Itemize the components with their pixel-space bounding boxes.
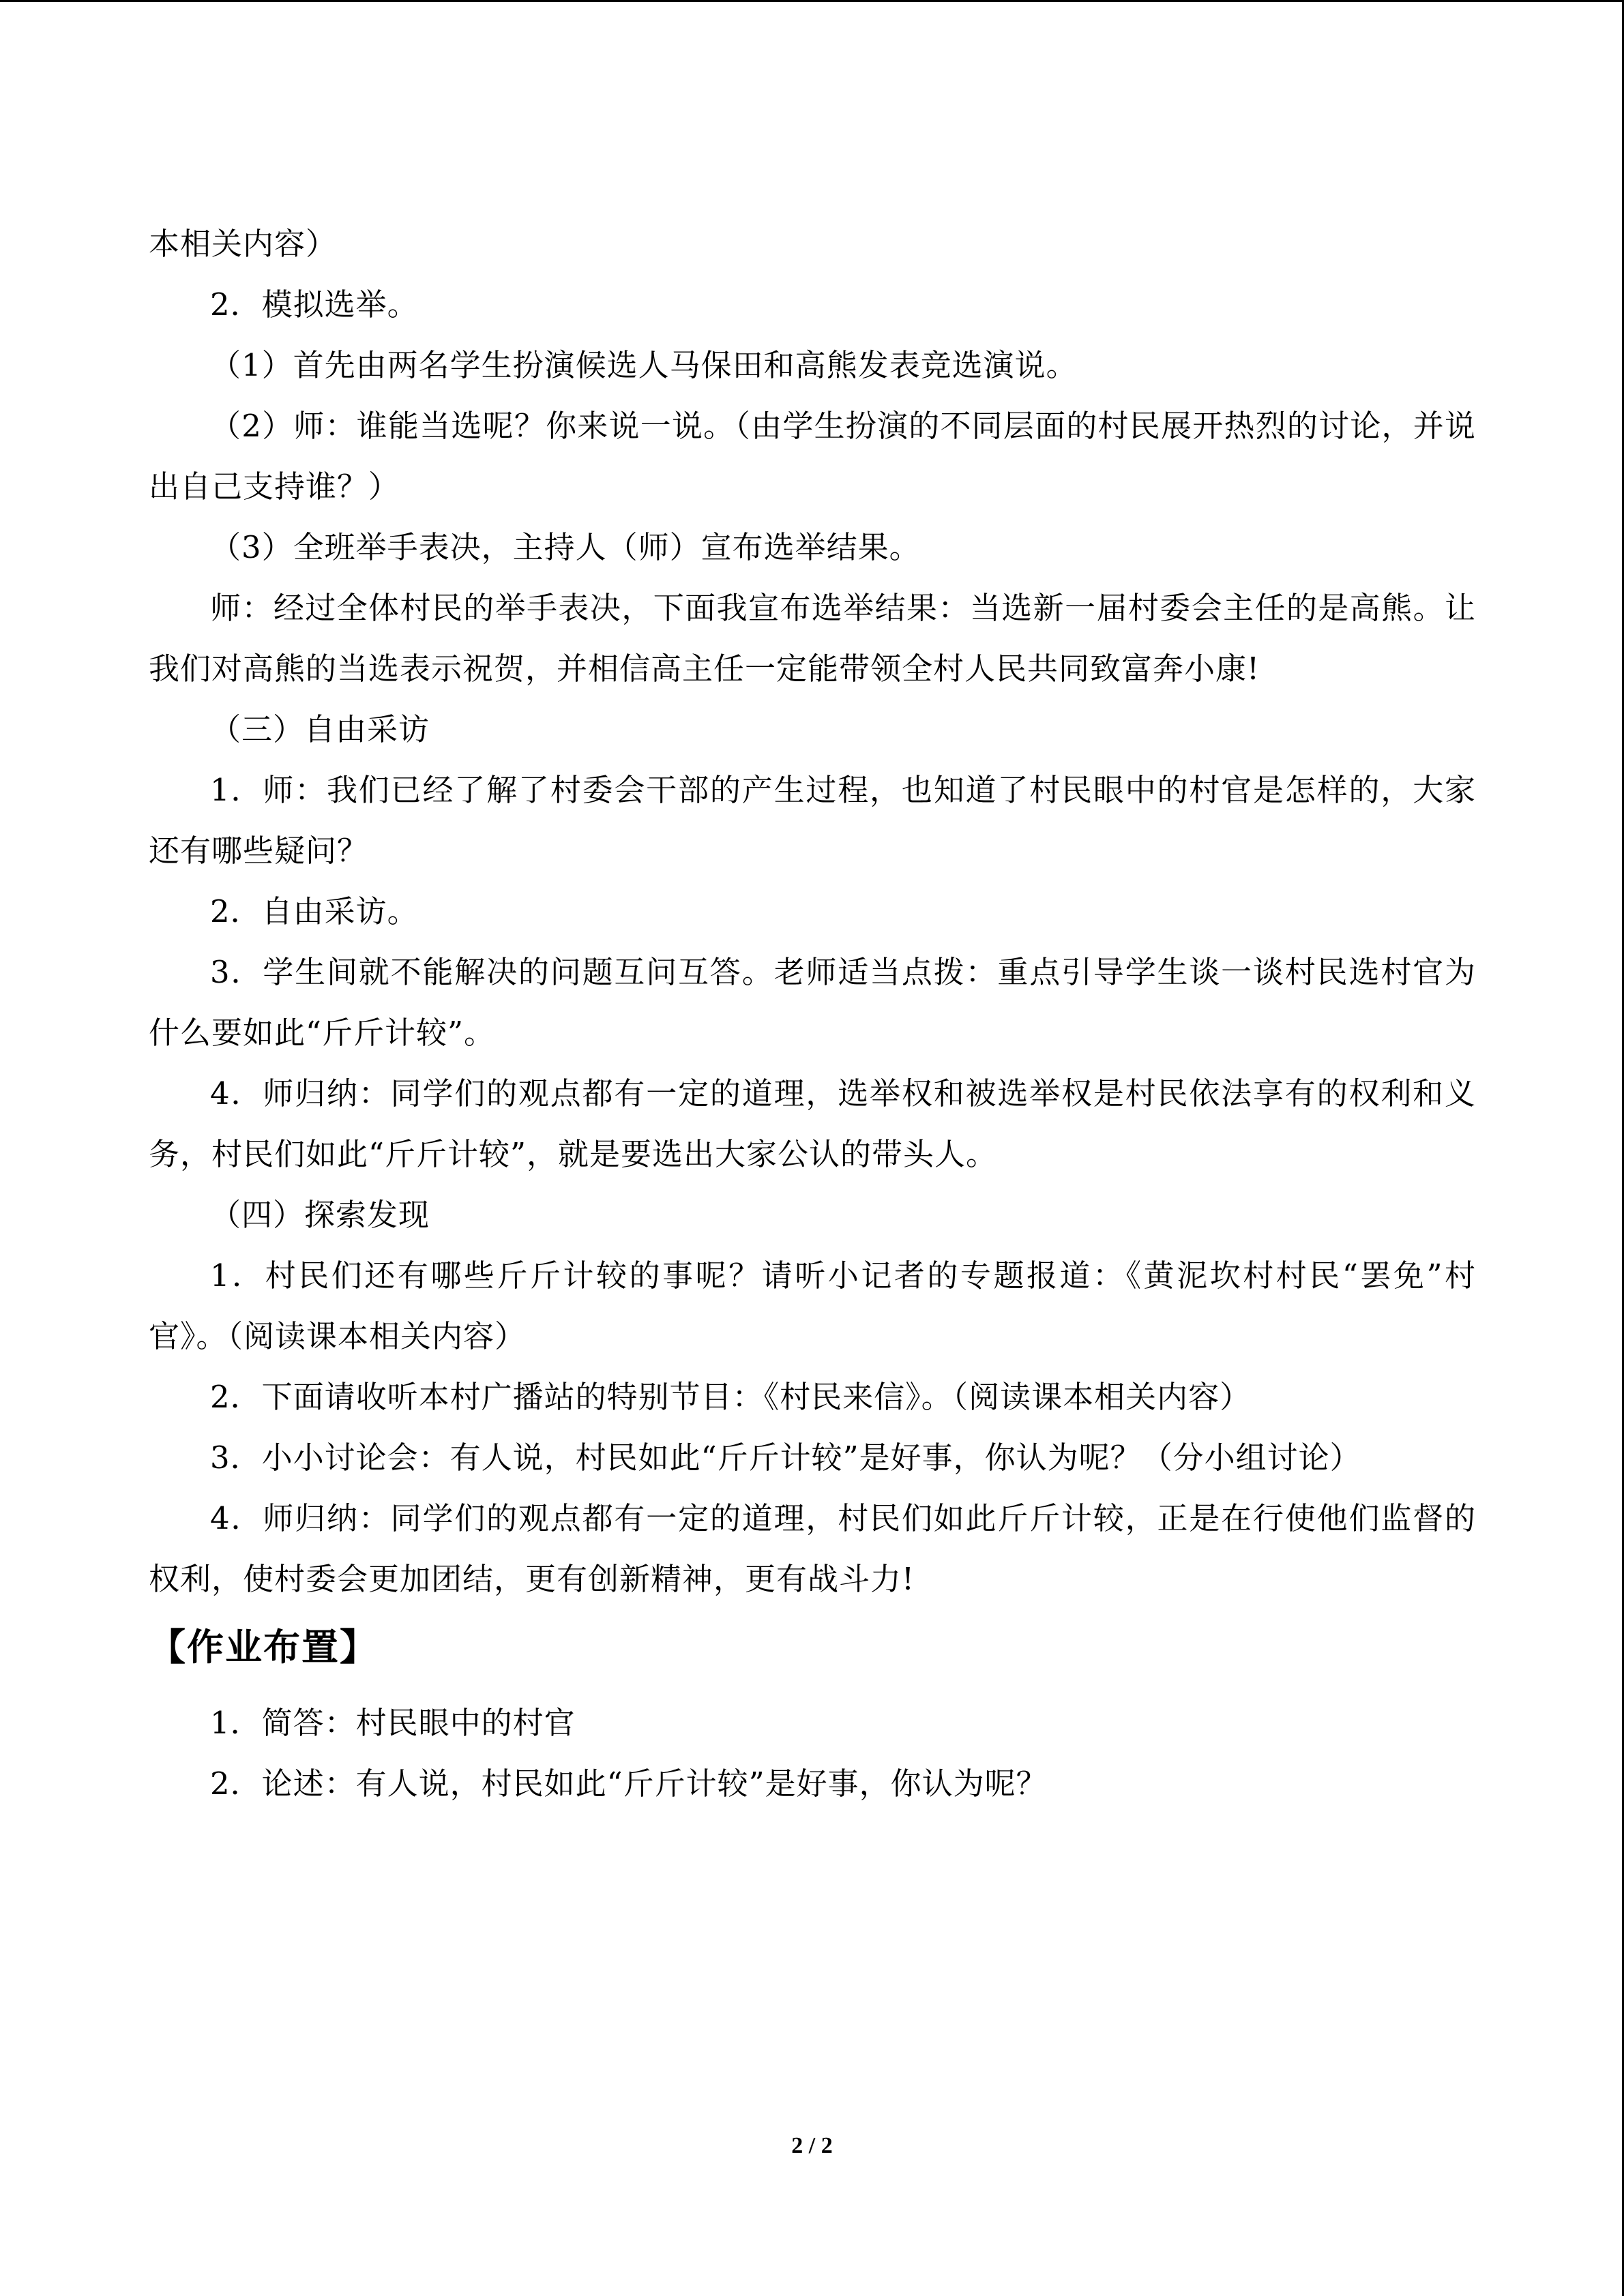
- paragraph-explore-2: 2．下面请收听本村广播站的特别节目：《村民来信》。（阅读课本相关内容）: [210, 1379, 1252, 1415]
- homework-item: 1．简答：村民眼中的村官: [210, 1705, 576, 1741]
- paragraph-step-1: （1）首先由两名学生扮演候选人马保田和高熊发表竞选演说。: [210, 347, 1078, 383]
- paragraph-announcement: 师：经过全体村民的举手表决，下面我宣布选举结果：当选新一届村委会主任的是高熊。让我们对高熊的当选表示祝贺，并相信高主任一定能带领全村人民共同致富奔小康!: [149, 590, 1476, 687]
- paragraph-step-2: （2）师：谁能当选呢？你来说一说。（由学生扮演的不同层面的村民展开热烈的讨论，并说出自己支持谁？）: [149, 408, 1476, 505]
- paragraph-interview-2: 2．自由采访。: [210, 893, 419, 929]
- paragraph-interview-3: 3．学生间就不能解决的问题互问互答。老师适当点拨：重点引导学生谈一谈村民选村官为什么要如此“斤斤计较”。: [149, 954, 1476, 1051]
- homework-heading: 【作业布置】: [149, 1626, 378, 1669]
- page-number: 2 / 2: [791, 2133, 833, 2158]
- paragraph-explore-3: 3．小小讨论会：有人说，村民如此“斤斤计较”是好事，你认为呢？（分小组讨论）: [210, 1440, 1361, 1476]
- paragraph-step-3: （3）全班举手表决，主持人（师）宣布选举结果。: [210, 529, 921, 565]
- paragraph-interview-4: 4．师归纳：同学们的观点都有一定的道理，选举权和被选举权是村民依法享有的权利和义务，村民们如此“斤斤计较”，就是要选出大家公认的带头人。: [149, 1075, 1476, 1172]
- paragraph-mock-election: 2．模拟选举。: [210, 286, 419, 323]
- paragraph-explore-4: 4．师归纳：同学们的观点都有一定的道理，村民们如此斤斤计较，正是在行使他们监督的权利，使村委会更加团结，更有创新精神，更有战斗力!: [149, 1500, 1476, 1597]
- homework-item: 2．论述：有人说，村民如此“斤斤计较”是好事，你认为呢？: [210, 1765, 1048, 1802]
- section-heading-explore: （四）探索发现: [210, 1197, 430, 1233]
- paragraph-interview-1: 1．师：我们已经了解了村委会干部的产生过程，也知道了村民眼中的村官是怎样的，大家还有哪些疑问？: [149, 772, 1476, 869]
- document-body: [149, 213, 1476, 1814]
- paragraph-explore-1: 1．村民们还有哪些斤斤计较的事呢？请听小记者的专题报道：《黄泥坎村村民“罢免”村官》。（阅读课本相关内容）: [149, 1257, 1476, 1354]
- section-heading-free-interview: （三）自由采访: [210, 711, 430, 747]
- paragraph-continuation: 本相关内容）: [149, 226, 338, 262]
